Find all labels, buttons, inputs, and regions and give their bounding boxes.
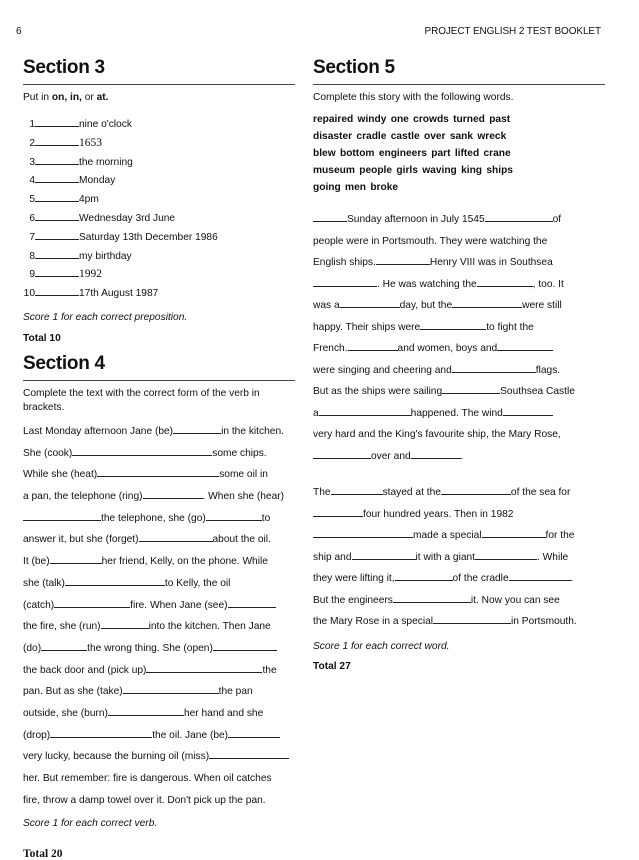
text-fragment: The: [313, 487, 331, 498]
word-bank-row: museum people girls waving king ships: [313, 165, 513, 176]
answer-blank[interactable]: [475, 548, 537, 560]
section-4-total: Total 20: [23, 848, 63, 860]
word-bank-row: disaster cradle castle over sank wreck: [313, 131, 507, 142]
text-line: [23, 725, 295, 747]
answer-blank[interactable]: [50, 726, 152, 738]
text-fragment: Last Monday afternoon Jane (be): [23, 426, 174, 437]
text-fragment: the oil. Jane (be): [152, 729, 229, 741]
text-line: [23, 681, 295, 703]
answer-blank[interactable]: [23, 509, 101, 521]
text-fragment: to: [261, 512, 271, 524]
text-fragment: (catch): [23, 599, 55, 611]
text-line: [23, 768, 295, 790]
text-fragment: in the kitchen.: [221, 426, 284, 437]
text-fragment: was a: [313, 300, 340, 311]
text-line: [313, 424, 605, 446]
text-fragment: her hand and she: [183, 707, 264, 719]
text-fragment: French.: [313, 343, 348, 354]
text-fragment: for the: [545, 530, 575, 541]
answer-blank[interactable]: [497, 339, 553, 351]
answer-blank[interactable]: [441, 483, 511, 495]
text-line: [23, 443, 295, 465]
text-line: [23, 551, 295, 573]
answer-blank[interactable]: [313, 505, 363, 517]
list-item: [23, 190, 295, 209]
text-line: [23, 660, 295, 682]
answer-blank[interactable]: [101, 617, 149, 629]
instruction-text: Put in: [23, 92, 52, 103]
text-fragment: of: [552, 214, 562, 225]
text-fragment: it with a giant: [415, 551, 475, 563]
answer-blank[interactable]: [50, 552, 102, 564]
text-fragment: 17th August 1987: [79, 288, 159, 300]
text-fragment: made a special: [413, 530, 482, 541]
text-fragment: some chips.: [212, 447, 267, 459]
text-fragment: they were lifting it,: [313, 573, 395, 584]
text-fragment: day, but the: [399, 300, 453, 311]
section-3-title: Section 3: [23, 57, 105, 78]
text-fragment: the telephone, she (go): [101, 512, 206, 524]
text-line: [23, 790, 295, 812]
word-bank-row: repaired windy one crowds turned past: [313, 114, 511, 125]
answer-blank[interactable]: [123, 682, 219, 694]
list-item: [23, 209, 295, 228]
answer-blank[interactable]: [420, 318, 486, 330]
text-fragment: pan. But as she (take): [23, 686, 123, 698]
text-fragment: fire, throw a damp towel over it. Don't pick up the pan.: [23, 794, 266, 806]
text-fragment: . He was watching the: [377, 278, 477, 290]
preposition-list: [23, 115, 295, 303]
answer-blank[interactable]: [313, 210, 347, 222]
text-fragment: fire. When Jane (see): [130, 599, 228, 611]
text-line: [313, 252, 605, 274]
answer-blank[interactable]: [35, 115, 79, 127]
text-fragment: nine o'clock: [79, 119, 132, 130]
section-divider: [23, 84, 295, 85]
text-fragment: outside, she (burn): [23, 707, 108, 719]
item-number: 4: [29, 175, 35, 187]
text-fragment: about the oil.: [212, 534, 271, 546]
answer-blank[interactable]: [485, 210, 553, 222]
answer-blank[interactable]: [97, 465, 219, 477]
word-bank-row: going men broke: [313, 182, 399, 193]
text-fragment: happened. The wind: [410, 407, 503, 419]
text-fragment: While she (heat): [23, 469, 98, 481]
text-line: [313, 274, 605, 296]
answer-blank[interactable]: [35, 171, 79, 183]
text-line: [313, 209, 605, 231]
list-item: [23, 247, 295, 266]
item-number: 1: [29, 119, 35, 130]
list-item: [23, 265, 295, 284]
list-item: [23, 115, 295, 134]
text-line: [23, 703, 295, 725]
answer-blank[interactable]: [482, 526, 546, 538]
text-fragment: over and: [371, 450, 411, 462]
text-line: [313, 568, 605, 590]
item-number: 7: [29, 231, 35, 243]
answer-blank[interactable]: [228, 596, 276, 608]
text-line: [313, 338, 605, 360]
answer-blank[interactable]: [108, 704, 184, 716]
answer-blank[interactable]: [503, 404, 553, 416]
answer-blank[interactable]: [41, 639, 87, 651]
answer-blank[interactable]: [173, 422, 221, 434]
item-number: 8: [29, 250, 35, 262]
item-number: 5: [29, 194, 35, 206]
answer-blank[interactable]: [313, 275, 377, 287]
text-line: [23, 595, 295, 617]
text-line: [23, 616, 295, 638]
text-line: [23, 529, 295, 551]
answer-blank[interactable]: [340, 296, 400, 308]
story-paragraph-1: [313, 209, 605, 467]
text-fragment: very hard and the King's favourite ship, the Mary Rose,: [313, 429, 561, 440]
answer-blank[interactable]: [35, 265, 79, 277]
section-4: [23, 352, 295, 860]
text-fragment: the fire, she (run): [23, 621, 101, 633]
text-fragment: were singing and cheering and: [313, 364, 452, 376]
text-line: [23, 638, 295, 660]
answer-blank[interactable]: [146, 661, 262, 673]
answer-blank[interactable]: [35, 228, 79, 240]
answer-blank[interactable]: [213, 639, 277, 651]
text-line: [313, 231, 605, 253]
text-fragment: of the sea for: [510, 487, 571, 498]
text-fragment: . While: [537, 551, 569, 563]
list-item: [23, 153, 295, 172]
text-line: [23, 508, 295, 530]
section-5-instructions: Complete this story with the following words.: [313, 92, 514, 103]
instruction-emphasis: at.: [96, 92, 109, 103]
text-line: [313, 590, 605, 612]
text-line: [313, 381, 605, 403]
text-fragment: in Portsmouth.: [511, 616, 577, 627]
text-fragment: very lucky, because the burning oil (miss): [23, 751, 210, 763]
text-line: [313, 317, 605, 339]
answer-blank[interactable]: [139, 530, 213, 542]
text-fragment: It (be): [23, 556, 50, 568]
text-fragment: English ships.: [313, 257, 376, 268]
text-fragment: and women, boys and: [397, 343, 498, 354]
text-fragment: the back door and (pick up): [23, 664, 147, 676]
answer-blank[interactable]: [433, 612, 511, 624]
text-fragment: into the kitchen. Then Jane: [148, 621, 271, 633]
text-line: [313, 504, 605, 526]
text-line: [313, 403, 605, 425]
text-fragment: it. Now you can see: [470, 594, 560, 606]
section-3: [23, 56, 295, 344]
answer-blank[interactable]: [35, 134, 79, 146]
text-fragment: stayed at the: [382, 487, 441, 498]
answer-blank[interactable]: [442, 382, 500, 394]
text-fragment: were still: [522, 300, 562, 311]
text-fragment: four hundred years. Then in 1982: [363, 508, 514, 520]
answer-blank[interactable]: [452, 296, 522, 308]
page-number: 6: [16, 26, 22, 37]
text-fragment: of the cradle: [452, 573, 509, 584]
text-fragment: But as the ships were sailing: [313, 386, 443, 397]
text-fragment: , too. It: [532, 278, 564, 290]
text-fragment: (drop): [23, 729, 51, 741]
answer-blank[interactable]: [72, 444, 212, 456]
answer-blank[interactable]: [228, 726, 280, 738]
answer-blank[interactable]: [395, 569, 453, 581]
answer-blank[interactable]: [509, 569, 571, 581]
text-fragment: the: [262, 664, 277, 676]
answer-blank[interactable]: [54, 596, 130, 608]
answer-blank[interactable]: [35, 247, 79, 259]
text-fragment: she (talk): [23, 577, 65, 589]
instruction-emphasis: on, in,: [51, 92, 82, 103]
answer-blank[interactable]: [348, 339, 398, 351]
text-line: [313, 482, 605, 504]
answer-blank[interactable]: [35, 284, 79, 296]
section-3-total: Total 10: [23, 332, 61, 344]
text-line: [23, 486, 295, 508]
answer-blank[interactable]: [376, 253, 430, 265]
item-number: 3: [29, 156, 35, 168]
item-number: 6: [29, 212, 35, 224]
word-bank-row: blew bottom engineers part lifted crane: [313, 148, 511, 159]
text-fragment: the morning: [79, 156, 133, 168]
text-line: [23, 464, 295, 486]
answer-blank[interactable]: [313, 526, 413, 538]
text-fragment: She (cook): [23, 447, 73, 459]
text-fragment: my birthday: [79, 250, 132, 262]
text-fragment: happy. Their ships were: [313, 321, 421, 333]
running-header: PROJECT ENGLISH 2 TEST BOOKLET: [424, 26, 601, 37]
text-fragment: a pan, the telephone (ring): [23, 491, 143, 503]
answer-blank[interactable]: [35, 190, 79, 202]
answer-blank[interactable]: [65, 574, 165, 586]
text-fragment: people were in Portsmouth. They were watching the: [313, 235, 548, 247]
section-divider: [313, 84, 605, 85]
word-bank: [313, 111, 605, 196]
text-line: [313, 360, 605, 382]
answer-blank[interactable]: [209, 747, 289, 759]
text-fragment: But the engineers: [313, 594, 393, 606]
answer-blank[interactable]: [393, 591, 471, 603]
text-fragment: .: [460, 450, 464, 462]
answer-blank[interactable]: [477, 275, 533, 287]
section-3-score: Score 1 for each correct preposition.: [23, 311, 188, 323]
text-fragment: to fight the: [486, 321, 534, 333]
text-fragment: answer it, but she (forget): [23, 534, 139, 546]
text-fragment: some oil in: [219, 469, 268, 481]
text-fragment: Wednesday 3rd June: [79, 212, 176, 224]
text-fragment: Henry VIII was in Southsea: [429, 257, 553, 268]
text-line: [313, 547, 605, 569]
text-fragment: ship and: [313, 551, 352, 563]
answer-blank[interactable]: [319, 404, 411, 416]
right-column: [313, 56, 605, 672]
text-fragment: . When she (hear): [202, 491, 285, 503]
section-3-instructions: [23, 91, 295, 105]
item-number: 10: [23, 288, 35, 300]
text-fragment: her friend, Kelly, on the phone. While: [101, 556, 268, 568]
answer-blank[interactable]: [331, 483, 383, 495]
text-line: [23, 746, 295, 768]
text-line: [313, 525, 605, 547]
section-4-text: [23, 421, 295, 811]
section-4-instructions: Complete the text with the correct form of the verb in brackets.: [23, 388, 260, 413]
text-fragment: (do): [23, 642, 42, 654]
section-divider: [23, 380, 295, 381]
text-fragment: Sunday afternoon in July 1545: [347, 214, 485, 225]
list-item: [23, 134, 295, 153]
item-number: 9: [29, 269, 35, 281]
text-fragment: 4pm: [79, 194, 99, 206]
list-item: [23, 228, 295, 247]
left-column: [23, 56, 295, 860]
text-fragment: a: [313, 407, 319, 419]
text-fragment: the wrong thing. She (open): [87, 642, 213, 654]
text-line: [23, 421, 295, 443]
answer-blank[interactable]: [452, 361, 536, 373]
section-4-score: Score 1 for each correct verb.: [23, 818, 158, 830]
answer-blank[interactable]: [206, 509, 262, 521]
answer-blank[interactable]: [35, 209, 79, 221]
text-fragment: 1653: [79, 136, 102, 149]
list-item: [23, 284, 295, 303]
section-5-total: Total 27: [313, 660, 351, 672]
answer-blank[interactable]: [35, 153, 79, 165]
text-fragment: 1992: [79, 268, 102, 281]
section-5-score: Score 1 for each correct word.: [313, 640, 450, 652]
answer-blank[interactable]: [313, 447, 371, 459]
text-fragment: the Mary Rose in a special: [313, 616, 434, 627]
text-line: [313, 446, 605, 468]
section-4-title: Section 4: [23, 353, 105, 374]
text-fragment: Saturday 13th December 1986: [79, 231, 218, 243]
story-paragraph-2: [313, 482, 605, 633]
text-fragment: Southsea Castle: [500, 386, 575, 397]
text-fragment: Monday: [79, 175, 116, 187]
text-line: [23, 573, 295, 595]
text-line: [313, 295, 605, 317]
text-fragment: .: [570, 573, 574, 584]
list-item: [23, 171, 295, 190]
answer-blank[interactable]: [143, 487, 203, 499]
text-fragment: her. But remember: fire is dangerous. When oil catches: [23, 773, 272, 784]
text-fragment: to Kelly, the oil: [164, 577, 231, 589]
item-number: 2: [29, 137, 35, 149]
instruction-text: or: [81, 92, 97, 103]
section-5-title: Section 5: [313, 57, 395, 78]
text-fragment: the pan: [218, 686, 253, 698]
text-fragment: flags.: [535, 364, 561, 376]
text-line: [313, 611, 605, 633]
answer-blank[interactable]: [352, 548, 416, 560]
answer-blank[interactable]: [411, 447, 461, 459]
